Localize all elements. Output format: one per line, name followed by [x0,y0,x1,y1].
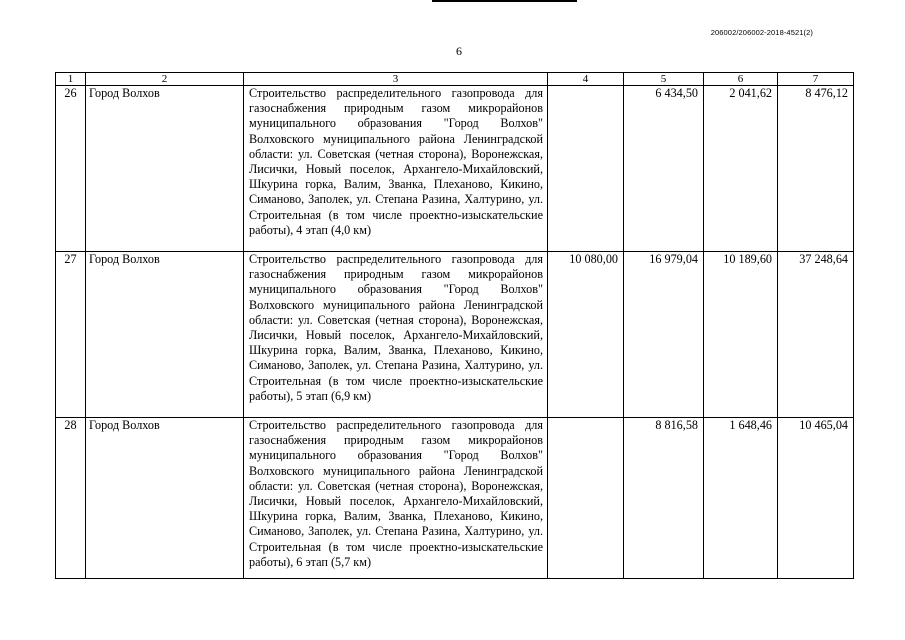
description-cell: Строительство распределительного газопровода для газоснабжения природным газом микрорайонов муниципального образования "Город Волхов" Волховского муниципального района Ленинградской области: ул. Советская (четная сторона), Воронежская, Лисички, Новый поселок, Архангело-Михайловский, Шкурина горка, Валим, Званка, Плеханово, Кикино, Симаново, Заполек, ул. Степана Разина, Халтурино, ул. Строительная (в том числе проектно-изыскательские работы), 5 этап (6,9 км) [244,252,548,418]
column-header: 3 [244,73,548,86]
page-number: 6 [456,44,462,58]
value-cell-col7: 10 465,04 [778,418,854,579]
description-cell: Строительство распределительного газопровода для газоснабжения природным газом микрорайонов муниципального образования "Город Волхов" Волховского муниципального района Ленинградской области: ул. Советская (четная сторона), Воронежская, Лисички, Новый поселок, Архангело-Михайловский, Шкурина горка, Валим, Званка, Плеханово, Кикино, Симаново, Заполек, ул. Степана Разина, Халтурино, ул. Строительная (в том числе проектно-изыскательские работы), 4 этап (4,0 км) [244,86,548,252]
column-header: 7 [778,73,854,86]
description-cell: Строительство распределительного газопровода для газоснабжения природным газом микрорайонов муниципального образования "Город Волхов" Волховского муниципального района Ленинградской области: ул. Советская (четная сторона), Воронежская, Лисички, Новый поселок, Архангело-Михайловский, Шкурина горка, Валим, Званка, Плеханово, Кикино, Симаново, Заполек, ул. Степана Разина, Халтурино, ул. Строительная (в том числе проектно-изыскательские работы), 6 этап (5,7 км) [244,418,548,579]
city-cell: Город Волхов [86,418,244,579]
column-header: 5 [624,73,704,86]
column-header: 6 [704,73,778,86]
column-header: 2 [86,73,244,86]
value-cell-col4: 10 080,00 [548,252,624,418]
row-number: 27 [56,252,86,418]
value-cell-col6: 2 041,62 [704,86,778,252]
row-number: 28 [56,418,86,579]
value-cell-col7: 37 248,64 [778,252,854,418]
value-cell-col6: 1 648,46 [704,418,778,579]
top-border-line [432,0,577,2]
value-cell-col7: 8 476,12 [778,86,854,252]
city-cell: Город Волхов [86,252,244,418]
value-cell-col5: 8 816,58 [624,418,704,579]
value-cell-col6: 10 189,60 [704,252,778,418]
city-cell: Город Волхов [86,86,244,252]
table-row [56,418,854,579]
row-number: 26 [56,86,86,252]
table-row [56,86,854,252]
document-id: 206002/206002-2018-4521(2) [710,28,813,37]
value-cell-col5: 16 979,04 [624,252,704,418]
value-cell-col5: 6 434,50 [624,86,704,252]
data-table [55,72,854,579]
column-header: 1 [56,73,86,86]
table-header-row [56,73,854,86]
value-cell-col4 [548,86,624,252]
table-row [56,252,854,418]
column-header: 4 [548,73,624,86]
value-cell-col4 [548,418,624,579]
